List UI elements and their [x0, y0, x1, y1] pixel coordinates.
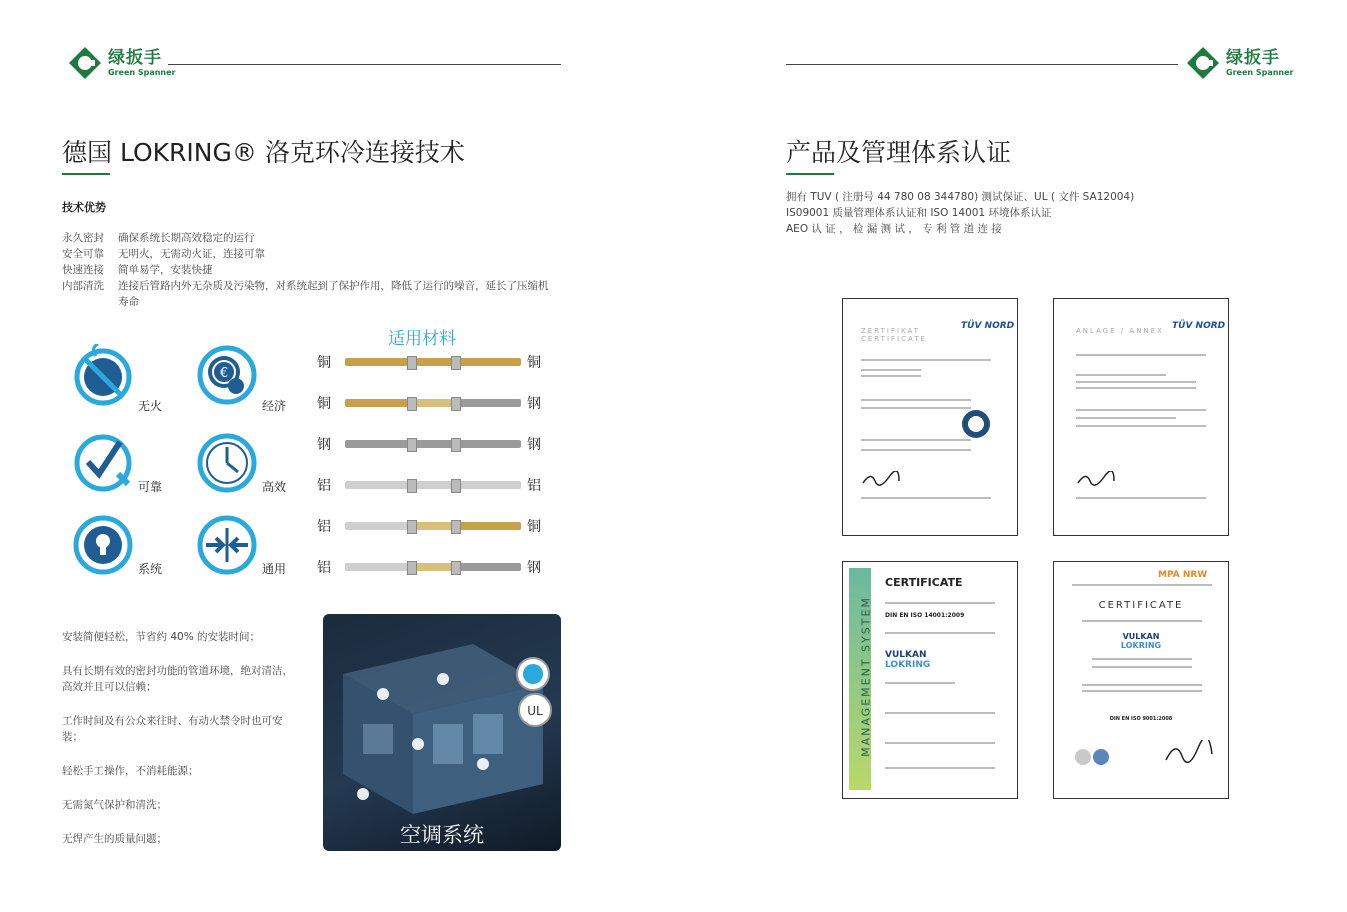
benefit-item: 无需氮气保护和清洗；	[62, 799, 167, 811]
pipe-right-segment	[455, 358, 521, 366]
material-left-label: 铝	[317, 478, 331, 494]
fitting-ring	[451, 397, 461, 411]
brand-logo	[68, 46, 176, 80]
brand-name-cn: 绿扳手	[1226, 47, 1280, 68]
benefit-item: 工作时间及有公众来往时、有动火禁令时也可安装；	[62, 715, 283, 743]
advantage-item: 快速连接 简单易学，安装快捷	[62, 264, 213, 276]
pipe-left-segment	[345, 481, 411, 489]
certification-seal-icon	[961, 409, 991, 439]
title-underline	[786, 173, 834, 175]
left-page-title: 德国 LOKRING® 洛克环冷连接技术	[62, 138, 465, 167]
material-right-label: 钢	[527, 560, 541, 576]
certificate-iso9001	[1053, 561, 1229, 799]
fitting-ring	[407, 520, 417, 534]
tuv-logo: TÜV NORD	[1172, 321, 1226, 331]
material-pair-row	[317, 557, 549, 577]
pipe-left-segment	[345, 522, 411, 530]
material-pair-row	[317, 475, 549, 495]
certificate-header: CERTIFICATE	[885, 576, 963, 589]
right-page-title: 产品及管理体系认证	[786, 138, 1012, 167]
no-fire-icon	[72, 344, 134, 406]
title-underline	[62, 173, 110, 175]
fitting-ring	[451, 438, 461, 452]
material-left-label: 铜	[317, 355, 331, 371]
pipe-connection-graphic	[345, 440, 521, 448]
pipe-left-segment	[345, 440, 411, 448]
material-right-label: 钢	[527, 437, 541, 453]
pipe-right-segment	[455, 481, 521, 489]
pipe-right-segment	[455, 440, 521, 448]
fitting-ring	[451, 561, 461, 575]
pipe-right-segment	[455, 522, 521, 530]
certificate-header: ZERTIFIKAT CERTIFICATE	[861, 327, 927, 343]
pipe-left-segment	[345, 563, 411, 571]
ac-system-label: 空调系统	[400, 823, 484, 847]
vulkan-logo: VULKAN LOKRING	[885, 650, 931, 670]
fitting-ring	[451, 520, 461, 534]
euro-coin-icon	[196, 344, 258, 406]
material-pair-row	[317, 516, 549, 536]
advantage-item: 安全可靠 无明火，无需动火证，连接可靠	[62, 248, 265, 260]
fitting-ring	[451, 356, 461, 370]
green-spanner-logo-icon	[68, 46, 102, 80]
certificate-tuv-zertifikat	[842, 298, 1018, 536]
benefit-item: 轻松手工操作，不消耗能源；	[62, 765, 199, 777]
brand-logo	[1186, 46, 1294, 80]
brand-name-cn: 绿扳手	[108, 47, 162, 68]
clock-icon	[196, 432, 258, 494]
pipe-right-segment	[455, 563, 521, 571]
advantages-heading: 技术优势	[62, 201, 106, 214]
material-left-label: 钢	[317, 437, 331, 453]
certificate-iso14001	[842, 561, 1018, 799]
material-left-label: 铜	[317, 396, 331, 412]
benefit-item: 安装简便轻松，节省约 40% 的安装时间；	[62, 631, 261, 643]
materials-title: 适用材料	[388, 329, 456, 349]
lokring-fitting	[411, 563, 455, 571]
material-pair-row	[317, 352, 549, 372]
signature-icon	[861, 471, 901, 487]
fitting-ring	[407, 438, 417, 452]
lokring-fitting	[411, 440, 455, 448]
material-right-label: 铜	[527, 355, 541, 371]
checkmark-icon	[72, 432, 134, 494]
lokring-fitting	[411, 399, 455, 407]
certification-summary	[786, 189, 1206, 237]
material-pair-row	[317, 434, 549, 454]
brand-name-en: Green Spanner	[1226, 67, 1294, 77]
brand-name-en: Green Spanner	[108, 67, 176, 77]
feature-label: 通用	[262, 562, 287, 576]
advantage-item: 内部清洗 连接后管路内外无杂质及污染物，对系统起到了保护作用，降低了运行的噪音，延长了压缩机寿命	[62, 280, 549, 308]
management-system-label: MANAGEMENT SYSTEM	[859, 596, 873, 757]
benefit-item: 无焊产生的质量问题；	[62, 833, 167, 845]
lightbulb-icon	[72, 514, 134, 576]
lokring-fitting	[411, 522, 455, 530]
fitting-ring	[407, 561, 417, 575]
material-pair-row	[317, 393, 549, 413]
benefit-item: 具有长期有效的密封功能的管道环境，绝对清洁，高效并且可以信赖；	[62, 665, 293, 693]
lokring-fitting	[411, 358, 455, 366]
vulkan-logo: VULKAN LOKRING	[1120, 632, 1162, 650]
certificate-standard: DIN EN ISO 14001:2009	[885, 612, 965, 619]
accreditation-seals-icon	[1074, 746, 1110, 768]
material-right-label: 铜	[527, 519, 541, 535]
tuv-logo: TÜV NORD	[961, 321, 1015, 331]
certification-line: AEO 认 证 ， 检 漏 测 试 ， 专 利 管 道 连 接	[786, 223, 1002, 235]
material-left-label: 铝	[317, 560, 331, 576]
certification-line: 拥有 TUV ( 注册号 44 780 08 344780) 测试保证、UL ( 文件 SA12004)	[786, 191, 1135, 203]
benefits-list	[62, 629, 302, 865]
certificate-header: ANLAGE / ANNEX	[1076, 327, 1164, 335]
certification-line: IS09001 质量管理体系认证和 ISO 14001 环境体系认证	[786, 207, 1052, 219]
svg-text:€: €	[219, 366, 229, 381]
material-right-label: 钢	[527, 396, 541, 412]
pipe-connection-graphic	[345, 399, 521, 407]
pipe-connection-graphic	[345, 358, 521, 366]
advantage-item: 永久密封 确保系统长期高效稳定的运行	[62, 232, 255, 244]
material-right-label: 铝	[527, 478, 541, 494]
header-rule	[168, 64, 561, 65]
features-materials-panel	[62, 322, 562, 592]
material-left-label: 铝	[317, 519, 331, 535]
advantages-list	[62, 230, 557, 310]
certificate-tuv-annex	[1053, 298, 1229, 536]
pipe-connection-graphic	[345, 481, 521, 489]
feature-label: 无火	[138, 399, 163, 413]
fitting-ring	[407, 479, 417, 493]
svg-text:UL: UL	[527, 704, 543, 718]
signature-icon	[1164, 740, 1214, 764]
lokring-fitting	[411, 481, 455, 489]
ac-system-image	[323, 614, 561, 851]
certificate-standard: DIN EN ISO 9001:2008	[1109, 716, 1173, 722]
arrows-inward-icon	[196, 514, 258, 576]
feature-label: 高效	[262, 480, 287, 494]
header-rule	[786, 64, 1178, 65]
feature-label: 可靠	[138, 480, 163, 494]
pipe-right-segment	[455, 399, 521, 407]
certificate-header: CERTIFICATE	[1098, 600, 1184, 611]
pipe-connection-graphic	[345, 522, 521, 530]
green-spanner-logo-icon	[1186, 46, 1220, 80]
mpa-nrw-logo: MPA NRW	[1158, 570, 1208, 580]
signature-icon	[1076, 471, 1116, 487]
pipe-left-segment	[345, 399, 411, 407]
pipe-left-segment	[345, 358, 411, 366]
fitting-ring	[407, 356, 417, 370]
feature-label: 经济	[262, 399, 287, 413]
fitting-ring	[407, 397, 417, 411]
feature-label: 系统	[138, 562, 163, 576]
fitting-ring	[451, 479, 461, 493]
pipe-connection-graphic	[345, 563, 521, 571]
building-illustration	[323, 614, 561, 851]
